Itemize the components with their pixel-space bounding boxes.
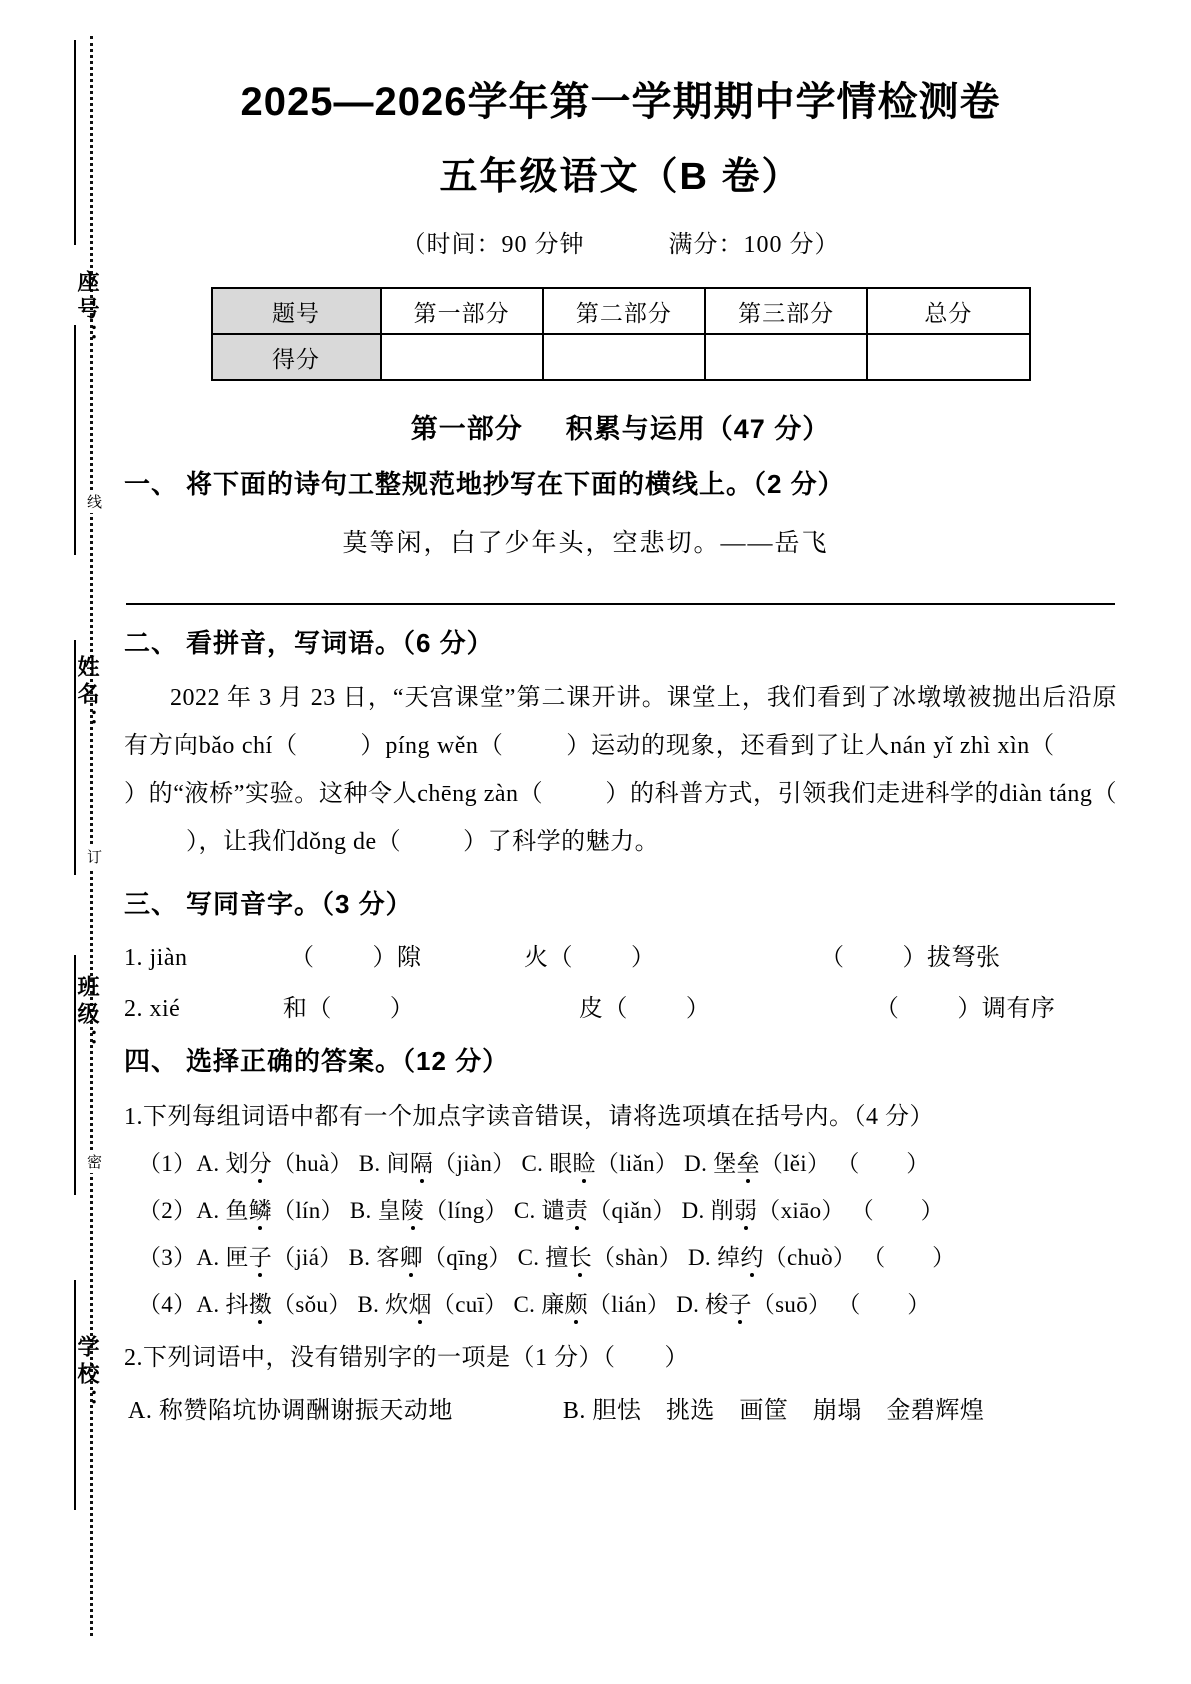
mc-option-3a[interactable] — [196, 1239, 342, 1272]
mc-option-2d-dotted-char: 弱 — [733, 1198, 758, 1223]
mc-option-1b-word: 间 — [386, 1151, 410, 1176]
homophone-word-2-1-before: 和 — [282, 996, 308, 1022]
question-4-1-prompt: 下列每组词语中都有一个加点字读音错误，请将选项填在括号内。（4 分） — [143, 1104, 934, 1130]
mc-option-2c-dotted-char: 责 — [564, 1198, 589, 1223]
mc-option-3b-pinyin: （qīng） — [422, 1245, 512, 1270]
mc-option-4a-pinyin: （sǒu） — [272, 1292, 352, 1317]
pinyin-dong-de: dǒng de — [296, 829, 377, 855]
mc-option-3d-dotted-char: 约 — [740, 1245, 764, 1270]
question-4-text: 选择正确的答案。（12 分） — [186, 1046, 510, 1076]
mc-option-3d-word: 绰 — [717, 1245, 741, 1270]
question-4-index: 四、 — [124, 1046, 179, 1076]
homophone-row-1-num: 1. — [124, 945, 143, 971]
homophone-word-1-1-after: 隙 — [397, 945, 422, 971]
mc-option-4d-word: 梭 — [705, 1292, 729, 1317]
homophone-word-2-3-after: 调有序 — [981, 996, 1056, 1022]
question-2-passage: 2022 年 3 月 23 日，“天宫课堂”第二课开讲。课堂上，我们看到了冰墩墩被抛出后沿原有方向bǎo chí（ ）píng wěn（ ）运动的现象，还看到了让人nán yǐ zhì xìn（）的“液桥”实验。这种令人chēng zàn（ ）的科普方式，引领我们走进科学的diàn táng（），让我们dǒng de（ ）了科学的魅力。 — [124, 685, 1118, 855]
exam-duration: （时间：90 分钟 — [401, 232, 585, 258]
seal-solid-segment-2 — [74, 325, 76, 555]
mc-option-4c-word: 廉 — [541, 1292, 565, 1317]
mc-option-4a[interactable] — [196, 1286, 351, 1319]
mc-option-2d-word: 削 — [710, 1198, 734, 1223]
mc-option-3c-letter: C. — [517, 1245, 540, 1270]
mc-option-4b-pinyin: （cuī） — [431, 1292, 508, 1317]
mc-option-4b-letter: B. — [357, 1292, 380, 1317]
mc-group-4-answer-blank[interactable]: （ ） — [837, 1292, 931, 1317]
mc-option-2c-pinyin: （qiǎn） — [588, 1198, 676, 1223]
passage-segment-6: 了科学的魅力。 — [487, 829, 660, 855]
mc-option-1c[interactable] — [521, 1145, 678, 1178]
mc-group-4-label: （4） — [138, 1292, 197, 1317]
mc-option-1b-letter: B. — [358, 1151, 381, 1176]
field-label-name: 姓名： — [75, 655, 100, 736]
mc-option-3b[interactable] — [349, 1239, 512, 1272]
mc-option-2c[interactable] — [514, 1192, 676, 1225]
mc-option-3b-word: 客 — [376, 1245, 400, 1270]
exam-full-score: 满分：100 分） — [668, 232, 840, 258]
score-cell-total[interactable] — [867, 334, 1029, 380]
part-one-name: 积累与运用（47 分） — [565, 414, 831, 444]
mc-option-2a-word: 鱼 — [225, 1198, 249, 1223]
mc-group-1 — [120, 1145, 1121, 1178]
score-cell-part3[interactable] — [705, 334, 867, 380]
pinyin-ping-wen: píng wěn — [385, 733, 479, 759]
table-row-scores — [212, 334, 1030, 380]
seal-char-seal: 密 — [82, 1150, 104, 1173]
mc-option-3c-dotted-char: 长 — [568, 1245, 593, 1270]
mc-option-2a[interactable] — [196, 1192, 343, 1225]
score-table-row-label-score: 得分 — [212, 334, 381, 380]
score-cell-part2[interactable] — [543, 334, 705, 380]
passage-segment-2: 运动的现象，还看到了让人 — [591, 733, 891, 759]
question-1-index: 一、 — [124, 469, 179, 499]
passage-segment-1: 2022 年 3 月 23 日，“天宫课堂”第二课开讲。课堂上，我们看到了冰墩墩被抛出后沿原有方向 — [124, 685, 1117, 759]
mc-group-1-answer-blank[interactable]: （ ） — [836, 1151, 930, 1176]
mc-option-4d-letter: D. — [676, 1292, 700, 1317]
seal-char-line: 线 — [82, 490, 104, 513]
mc-option-1a-dotted-char: 分 — [248, 1151, 273, 1176]
question-1-poem: 莫等闲，白了少年头，空悲切。——岳飞 — [342, 530, 829, 557]
question-4-2-option-b[interactable]: B. 胆怯 挑选 画筐 崩塌 金碧辉煌 — [562, 1398, 985, 1424]
mc-option-2b-letter: B. — [349, 1198, 372, 1223]
mc-option-4a-dotted-char: 擞 — [248, 1292, 273, 1317]
question-1-heading — [120, 464, 1121, 501]
question-1-text: 将下面的诗句工整规范地抄写在下面的横线上。（2 分） — [186, 469, 845, 499]
field-label-school: 学校： — [75, 1335, 100, 1416]
homophone-row-2: 2. xié 和（ ） 皮（ ） （ ）调有序 — [124, 996, 1056, 1022]
mc-option-2d-letter: D. — [681, 1198, 705, 1223]
mc-option-1c-dotted-char: 睑 — [572, 1151, 596, 1176]
mc-option-1a[interactable] — [196, 1145, 352, 1178]
mc-option-3d[interactable] — [688, 1239, 856, 1272]
paper-subtitle: 五年级语文（B 卷） — [439, 156, 802, 198]
mc-option-3a-letter: A. — [196, 1245, 220, 1270]
pinyin-bao-chi: bǎo chí — [198, 733, 273, 759]
question-4-1-num: 1. — [124, 1104, 143, 1130]
mc-option-1a-letter: A. — [196, 1151, 220, 1176]
mc-group-3-label: （3） — [138, 1245, 197, 1270]
mc-option-1a-pinyin: （huà） — [272, 1151, 353, 1176]
mc-option-4c-pinyin: （lián） — [587, 1292, 671, 1317]
mc-option-1d-dotted-char: 垒 — [736, 1151, 760, 1176]
pinyin-nan-yi-zhi-xin: nán yǐ zhì xìn — [890, 733, 1030, 759]
field-label-seat-number: 座号： — [75, 270, 100, 351]
homophone-row-2-num: 2. — [124, 996, 143, 1022]
mc-option-2b-word: 皇 — [377, 1198, 401, 1223]
homophone-row-2-pinyin: xié — [149, 996, 181, 1022]
sealing-margin — [0, 0, 120, 1684]
mc-option-1b-pinyin: （jiàn） — [433, 1151, 516, 1176]
mc-option-1d-letter: D. — [684, 1151, 708, 1176]
mc-option-1a-word: 划 — [225, 1151, 249, 1176]
mc-option-1b[interactable] — [359, 1145, 516, 1178]
homophone-word-2-2-before: 皮 — [578, 996, 604, 1022]
mc-option-2b[interactable] — [350, 1192, 508, 1225]
score-table-col-part3: 第三部分 — [705, 288, 867, 334]
mc-option-3b-letter: B. — [348, 1245, 371, 1270]
mc-option-3c[interactable] — [518, 1239, 682, 1272]
table-row-header — [212, 288, 1030, 334]
mc-option-4c[interactable] — [514, 1286, 671, 1319]
score-table — [211, 287, 1031, 381]
mc-option-2a-pinyin: （lín） — [272, 1198, 344, 1223]
mc-option-3a-word: 匣 — [225, 1245, 249, 1270]
mc-option-1d[interactable] — [684, 1145, 830, 1178]
mc-option-2a-letter: A. — [196, 1198, 220, 1223]
mc-option-4c-letter: C. — [513, 1292, 536, 1317]
question-4-2-option-a[interactable]: A. 称赞陷坑协调酬谢振天动地 — [128, 1398, 453, 1424]
mc-option-3a-pinyin: （jiá） — [272, 1245, 343, 1270]
mc-option-2d[interactable] — [682, 1192, 845, 1225]
mc-group-1-label: （1） — [138, 1151, 197, 1176]
paper-content — [120, 0, 1121, 1684]
mc-group-3-answer-blank[interactable]: （ ） — [862, 1245, 956, 1270]
mc-group-2 — [120, 1192, 1121, 1225]
mc-option-3d-letter: D. — [688, 1245, 711, 1270]
mc-option-2b-pinyin: （líng） — [424, 1198, 508, 1223]
seal-solid-segment-1 — [74, 40, 76, 245]
homophone-row-1: 1. jiàn （ ）隙 火（ ） （ ）拔弩张 — [124, 945, 1001, 971]
mc-option-3d-pinyin: （chuò） — [763, 1245, 857, 1270]
seal-char-bind: 订 — [82, 845, 104, 868]
question-3-text: 写同音字。（3 分） — [186, 889, 413, 919]
mc-option-4d-pinyin: （suō） — [751, 1292, 832, 1317]
mc-option-4b-dotted-char: 烟 — [408, 1292, 432, 1317]
question-2-index: 二、 — [124, 628, 179, 658]
question-4-2-options — [120, 1390, 1121, 1425]
question-4-heading — [120, 1041, 1121, 1078]
question-2-heading — [120, 623, 1121, 660]
homophone-row-1-pinyin: jiàn — [149, 945, 188, 971]
mc-option-1b-dotted-char: 隔 — [409, 1151, 434, 1176]
score-cell-part1[interactable] — [381, 334, 543, 380]
mc-option-2c-word: 谴 — [541, 1198, 565, 1223]
mc-option-1c-pinyin: （liǎn） — [595, 1151, 679, 1176]
mc-option-2b-dotted-char: 陵 — [400, 1198, 425, 1223]
mc-option-3c-pinyin: （shàn） — [592, 1245, 683, 1270]
mc-option-4b-word: 炊 — [385, 1292, 409, 1317]
mc-option-3a-dotted-char: 子 — [248, 1245, 273, 1270]
mc-option-2d-pinyin: （xiāo） — [757, 1198, 845, 1223]
question-4-2-num: 2. — [124, 1345, 143, 1371]
homophone-word-1-2-before: 火 — [524, 945, 549, 971]
exam-info — [120, 224, 1121, 259]
question-3-index: 三、 — [124, 889, 179, 919]
score-table-col-total: 总分 — [867, 288, 1029, 334]
mc-option-1c-word: 眼 — [549, 1151, 573, 1176]
mc-option-1d-word: 堡 — [713, 1151, 737, 1176]
pinyin-dian-tang: diàn táng — [999, 781, 1093, 807]
mc-option-4a-letter: A. — [196, 1292, 220, 1317]
part-one-label: 第一部分 — [410, 414, 523, 444]
score-table-row-label-question: 题号 — [212, 288, 381, 334]
pinyin-cheng-zan: chēng zàn — [417, 781, 519, 807]
mc-option-2a-dotted-char: 鳞 — [248, 1198, 273, 1223]
mc-group-2-answer-blank[interactable]: （ ） — [850, 1198, 944, 1223]
score-table-col-part2: 第二部分 — [543, 288, 705, 334]
question-4-2-text — [120, 1337, 1121, 1372]
passage-segment-3: 的“液桥”实验。这种令人 — [148, 781, 418, 807]
mc-option-3b-dotted-char: 卿 — [399, 1245, 423, 1270]
mc-option-4a-word: 抖 — [225, 1292, 249, 1317]
score-table-col-part1: 第一部分 — [381, 288, 543, 334]
homophone-word-1-3-after: 拔弩张 — [927, 945, 1001, 971]
question-4-1-text — [120, 1096, 1121, 1131]
passage-segment-5: ，让我们 — [198, 829, 297, 855]
mc-group-2-label: （2） — [138, 1198, 197, 1223]
passage-segment-4: 的科普方式，引领我们走进科学的 — [629, 781, 1000, 807]
question-2-text: 看拼音，写词语。（6 分） — [186, 628, 494, 658]
mc-option-3c-word: 擅 — [545, 1245, 569, 1270]
mc-group-4 — [120, 1286, 1121, 1319]
mc-option-4b[interactable] — [358, 1286, 508, 1319]
writing-rule-line — [126, 603, 1115, 605]
mc-option-4c-dotted-char: 颇 — [564, 1292, 588, 1317]
question-4-2-prompt: 下列词语中，没有错别字的一项是（1 分）（ ） — [143, 1345, 689, 1371]
mc-option-2c-letter: C. — [513, 1198, 536, 1223]
paper-title: 2025—2026学年第一学期期中学情检测卷 — [240, 80, 1001, 124]
mc-option-4d-dotted-char: 子 — [728, 1292, 752, 1317]
part-one-title — [120, 407, 1121, 446]
mc-option-1c-letter: C. — [521, 1151, 544, 1176]
mc-group-3 — [120, 1239, 1121, 1272]
question-3-heading — [120, 884, 1121, 921]
mc-option-1d-pinyin: （lěi） — [759, 1151, 831, 1176]
mc-option-4d[interactable] — [676, 1286, 831, 1319]
field-label-class: 班级： — [75, 975, 100, 1056]
